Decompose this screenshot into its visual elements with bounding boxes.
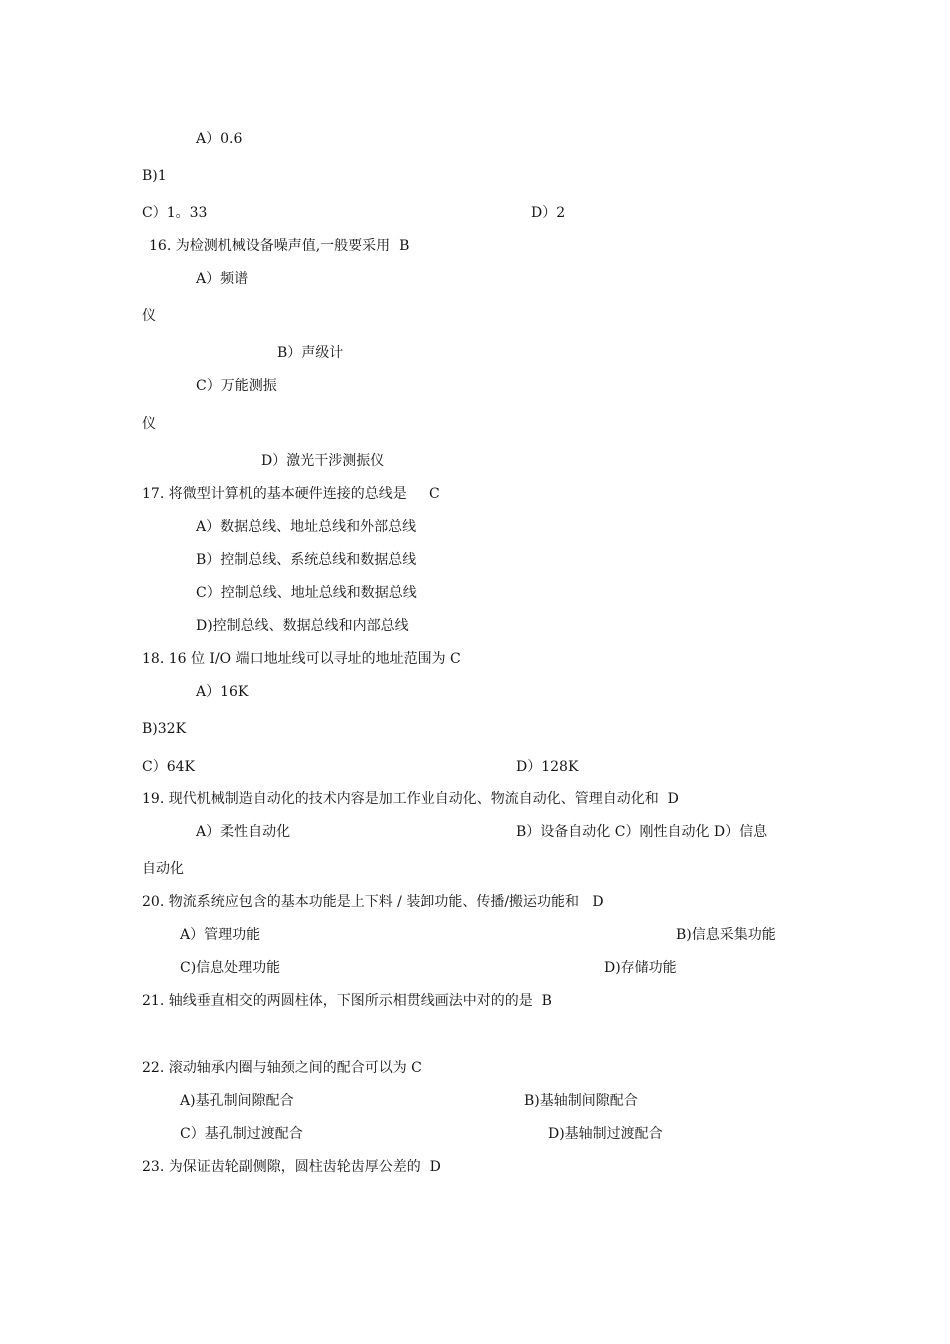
q20-option-a: A）管理功能	[180, 927, 261, 943]
q15-option-b: B)1	[142, 168, 167, 184]
q19-option-bcd: B）设备自动化 C）刚性自动化 D）信息	[516, 824, 768, 840]
q22-option-d: D)基轴制过渡配合	[548, 1126, 663, 1142]
q19-question: 19. 现代机械制造自动化的技术内容是加工作业自动化、物流自动化、管理自动化和 D	[142, 791, 679, 807]
q19-option-a: A）柔性自动化	[196, 824, 291, 840]
q17-option-a: A）数据总线、地址总线和外部总线	[196, 519, 417, 535]
q18-option-a: A）16K	[196, 684, 249, 700]
q22-option-a: A)基孔制间隙配合	[180, 1093, 294, 1109]
q22-option-c: C）基孔制过渡配合	[180, 1126, 303, 1142]
q16-option-a: A）频谱	[196, 271, 249, 287]
q16-option-b: B）声级计	[277, 345, 344, 361]
q15-option-d: D）2	[531, 205, 566, 221]
q16-option-c-cont: 仪	[142, 416, 156, 432]
q16-option-d: D）激光干涉测振仪	[261, 453, 385, 469]
q22-question: 22. 滚动轴承内圈与轴颈之间的配合可以为 C	[142, 1060, 422, 1076]
q18-option-b: B)32K	[142, 721, 187, 737]
q17-option-b: B）控制总线、系统总线和数据总线	[196, 552, 417, 568]
q16-option-c: C）万能测振	[196, 378, 277, 394]
q17-option-d: D)控制总线、数据总线和内部总线	[196, 618, 409, 634]
q17-question: 17. 将微型计算机的基本硬件连接的总线是 C	[142, 486, 440, 502]
q18-question: 18. 16 位 I/O 端口地址线可以寻址的地址范围为 C	[142, 651, 461, 667]
q20-option-b: B)信息采集功能	[676, 927, 776, 943]
q18-option-d: D）128K	[516, 759, 579, 775]
q19-option-d-cont: 自动化	[142, 861, 184, 877]
q20-option-d: D)存储功能	[604, 960, 677, 976]
q17-option-c: C）控制总线、地址总线和数据总线	[196, 585, 417, 601]
q18-option-c: C）64K	[142, 759, 195, 775]
q15-option-a: A）0.6	[196, 131, 243, 147]
q16-question: 16. 为检测机械设备噪声值,一般要采用 B	[149, 238, 410, 254]
q15-option-c: C）1。33	[142, 205, 208, 221]
q20-question: 20. 物流系统应包含的基本功能是上下料 / 装卸功能、传播/搬运功能和 D	[142, 894, 604, 910]
q16-option-a-cont: 仪	[142, 308, 156, 324]
q22-option-b: B)基轴制间隙配合	[524, 1093, 638, 1109]
q20-option-c: C)信息处理功能	[180, 960, 281, 976]
q23-question: 23. 为保证齿轮副侧隙，圆柱齿轮齿厚公差的 D	[142, 1159, 441, 1175]
q21-question: 21. 轴线垂直相交的两圆柱体，下图所示相贯线画法中对的的是 B	[142, 993, 552, 1009]
